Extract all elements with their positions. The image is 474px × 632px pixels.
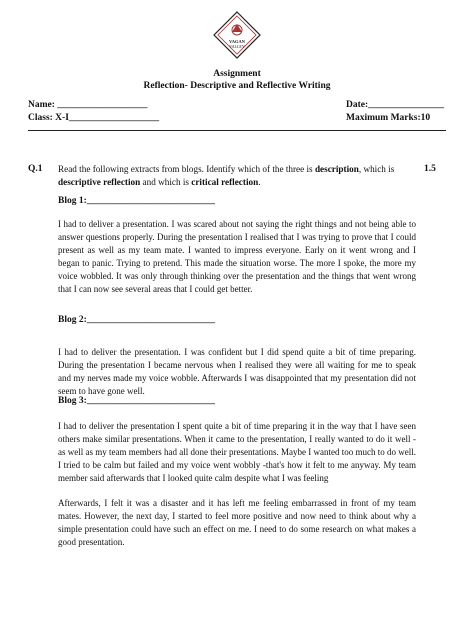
- question-number: Q.1: [28, 164, 43, 174]
- blog-1-heading: Blog 1:___________________________: [58, 196, 216, 206]
- name-field: Name: ___________________: [28, 100, 148, 110]
- blog-3-heading: Blog 3:___________________________: [58, 396, 216, 406]
- svg-text:VAGAN: VAGAN: [229, 39, 245, 44]
- blog-3-paragraph-2: Afterwards, I felt it was a disaster and it has left me feeling embarrassed in front of my team mates. However, the next day, I started to feel more positive and now need to think about why a simple presentation could have such an effect on me. I need to do some research on what makes a good presentation.: [58, 498, 416, 547]
- school-logo: [212, 10, 262, 60]
- assignment-subtitle: Reflection- Descriptive and Reflective Writing: [143, 81, 331, 91]
- blog-2-paragraph: I had to deliver the presentation. I was confident but I did spend quite a bit of time preparing. During the presentation I became nervous when I realised they were all waiting for me to speak and my nerves made my voice wobble. Afterwards I was disappointed that my presentation did not seem to have gone well.: [58, 347, 416, 396]
- blog-1-paragraph: I had to deliver a presentation. I was scared about not saying the right things and not being able to answer questions properly. During the presentation I realised that I was trying to prove that I could present as well as my team mate. I wanted to impress everyone. Early on it went wrong and I began to panic. Trying to pretend. This made the situation worse. The more I spoke, the more my voice wobbled. It was only through thinking over the presentation and the things that went wrong that I can now see several areas that I could get better.: [58, 219, 416, 294]
- school-logo-icon: [212, 10, 262, 60]
- blog-3-paragraph-1: I had to deliver the presentation I spent quite a bit of time preparing it in the way that I have seen others make similar presentations. When it came to the presentation, I really wanted to do it well - as well as my team members had all done their presentations. Maybe I wanted too much to do well. I tried to be calm but failed and my voice went wobbly -that's how it felt to me anyway. My team member said afterwards that I looked quite calm despite what I was feeling: [58, 421, 416, 483]
- date-field: Date:________________: [346, 100, 445, 110]
- assignment-title: Assignment: [213, 69, 261, 79]
- blog-1-text: [58, 218, 416, 296]
- blog-2-heading: Blog 2:___________________________: [58, 315, 216, 325]
- blog-2-text: [58, 346, 416, 398]
- header-divider: [28, 130, 446, 131]
- svg-text:VALLEY: VALLEY: [229, 44, 245, 49]
- class-field: Class: X-I___________________: [28, 113, 160, 123]
- maximum-marks: Maximum Marks:10: [346, 113, 431, 123]
- blog-3-text: [58, 420, 416, 549]
- question-text: Read the following extracts from blogs. Identify which of the three is description, which is descriptive reflection and which is critical reflection.: [58, 164, 395, 187]
- question-marks: 1.5: [424, 164, 436, 174]
